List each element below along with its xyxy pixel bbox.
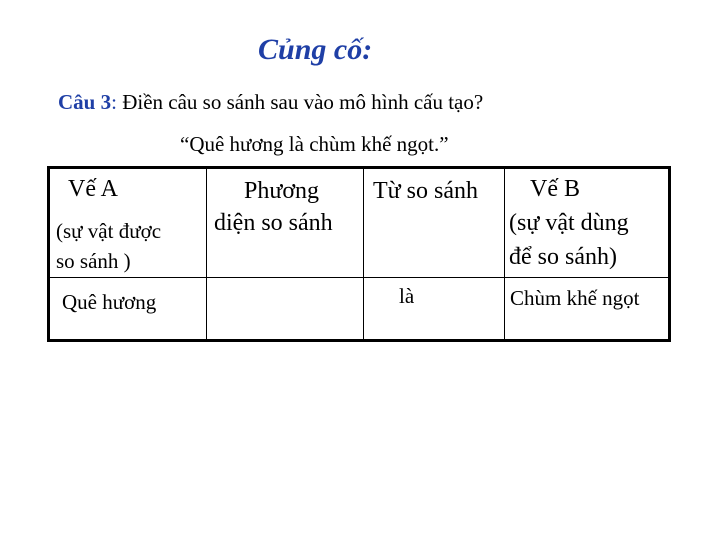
header-phuong-dien-1: Phương (244, 178, 320, 204)
column-divider (363, 169, 364, 339)
header-ve-b: Vế B (530, 176, 580, 202)
comparison-table (47, 166, 671, 342)
header-ve-a: Vế A (68, 176, 118, 202)
header-tu-so-sanh: Từ so sánh (373, 178, 478, 204)
header-phuong-dien-2: diện so sánh (214, 210, 333, 236)
column-divider (206, 169, 207, 339)
question-label: Câu 3 (58, 90, 112, 114)
question-text: Điền câu so sánh sau vào mô hình cấu tạo? (122, 90, 484, 114)
row-divider (50, 277, 668, 278)
header-ve-b-note-1: (sự vật dùng (509, 210, 629, 236)
header-ve-b-note-2: để so sánh) (509, 244, 617, 270)
question-separator: : (111, 90, 123, 114)
comparison-sentence: “Quê hương là chùm khế ngọt.” (180, 132, 449, 156)
question (58, 88, 483, 116)
header-ve-a-note-1: (sự vật được (56, 219, 162, 243)
row-tu-so-sanh: là (399, 284, 415, 308)
row-ve-a: Quê hương (62, 290, 157, 314)
header-ve-a-note-2: so sánh ) (56, 249, 131, 273)
column-divider (504, 169, 505, 339)
slide-title: Củng cố: (258, 33, 373, 66)
row-ve-b: Chùm khế ngọt (510, 286, 640, 310)
